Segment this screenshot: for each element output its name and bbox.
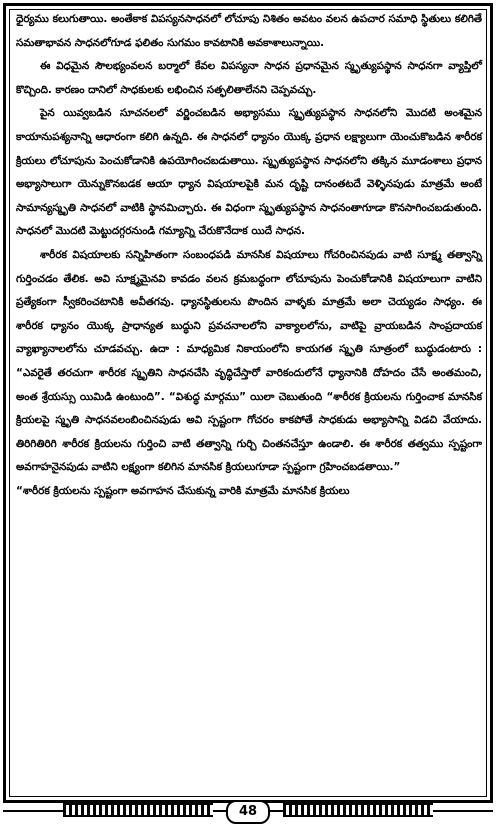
body-text [16,8,482,503]
footer-ornament-right [283,803,433,817]
paragraph-2: ఈ విధమైన సౌలభ్యంవలన బర్మాలో కేవల విపస్యనా సాధన ప్రధానమైన స్మృత్యుపస్థాన సాధనగా వ్యాప్తిలో కొచ్చింది. కారణం దానిలో సాధకులకు లభించిన సత్ఫలితాలేనని చెప్పవచ్చు. [16,60,482,96]
page-footer [3,800,493,822]
paragraph-1: ధైర్యము కలుగుతాయి. అంతేకాక విపస్యనసాధనలో లోచూపు నిశితం అవటం వలన ఉపచార సమాధి స్థితులు కలిగితే సమతాభావన సాధనలోగూడ ఫలితం సుగమం కావటానికి అవకాశాలున్నాయి. [16,13,482,49]
paragraph-5: “శారీరక క్రియలను స్పష్టంగా అవగాహన చేసుకున్న వారికి మాత్రమే మానసిక క్రియలు [16,484,350,497]
paragraph-4: శారీరక విషయాలకు సన్నిహితంగా సంబంధపడి మానసిక విషయాలు గోచరించినపుడు వాటి సూక్ష్మ తత్వాన్ని గుర్తించడం తేలిక. అవి సూక్ష్మమైనవి కావడం వలన క్రమబద్ధంగా లోచూపును పెంచుకోడానికి విషయాలుగా వాటిని ప్రత్యేకంగా స్వీకరించటానికి అవీతగవు. ధ్యానస్థితులను పొందిన వాళ్ళకు మాత్రమే అలా చెయ్యడం సాధ్యం. ఈ శారీరక ధ్యానం యొక్క ప్రాధాన్యత బుద్ధుని ప్రవచనాలలోని వాక్యాలలోను, వాటిపై వ్రాయబడిన సాంప్రదాయక వ్యాఖ్యానాలలోను చూడవచ్చు. ఉదా : మాధ్యమిక నికాయంలోని కాయగత స్మృతి సూత్రంలో బుద్ధుడంటారు : “ఎవరైతే తరచుగా శారీరక స్మృతిని సాధనచేసి వృద్ధిచేస్తారో వారికందులోనే ధ్యానానికి దోహదం చేసే అంతమంచి, అంత శ్రేయస్సు యిమిడి ఉంటుంది”. “విశుద్ధ మార్గము” యిలా చెబుతుంది “శారీరక క్రియలను గుర్తించాక మానసిక క్రియలపై స్మృతి సాధనవలంబించినపుడు అవి స్పష్టంగా గోచరం కాకపోతే సాధకుడు అభ్యాసాన్ని విడచి వేయాదు. తిరిగితిరిగి శారీరక క్రియలను గుర్తించి వాటి తత్వాన్ని గుర్చి చింతనచేస్తూ ఉండాలి. ఈ శారీరక తత్వము స్పష్టంగా అవగాహనైనపుడు వాటిని లక్ష్యంగా కలిగిన మానసిక క్రియలుగూడా స్పష్టంగా గ్రహించబడతాయి.” [16,248,482,474]
page-number: 48 [226,800,270,824]
footer-ornament-left [63,803,213,817]
paragraph-3: పైన యివ్వబడిన సూచనలలో వర్ణించబడిన అభ్యాసము స్మృత్యుపస్థాన సాధనలోని మొదటి అంశమైన కాయానుపశ్యనాన్ని ఆధారంగా కలిగి ఉన్నది. ఈ సాధనలో ధ్యానం యొక్క ప్రధాన లక్ష్యాలుగా యెంచుకొబడిన శారీరక క్రియలు లోచూపును పెంచుకోడానికి ఉపయోగించబడుతాయి. స్మృత్యుపస్థాన సాధనలోని తక్కిన మూడంశాలు ప్రధాన అభ్యాసాలుగా యెన్నుకొనబడక ఆయా ధ్యాన విషయాలపైకి మన దృష్టి దానంతటదే వెళ్ళినపుడు మాత్రమే అంటే సామాన్యస్మృతి సాధనలో వాటికి స్థానమిచ్చారు. ఈ విధంగా స్మృత్యుపస్థాన సాధనంతాగూడా కొనసాగించబడుతుంది. సాధనలో మొదటి మెట్టుదగ్గరనుండి గమ్యాన్ని చేరుకొనేదాక యిదే సాధన. [16,107,482,238]
